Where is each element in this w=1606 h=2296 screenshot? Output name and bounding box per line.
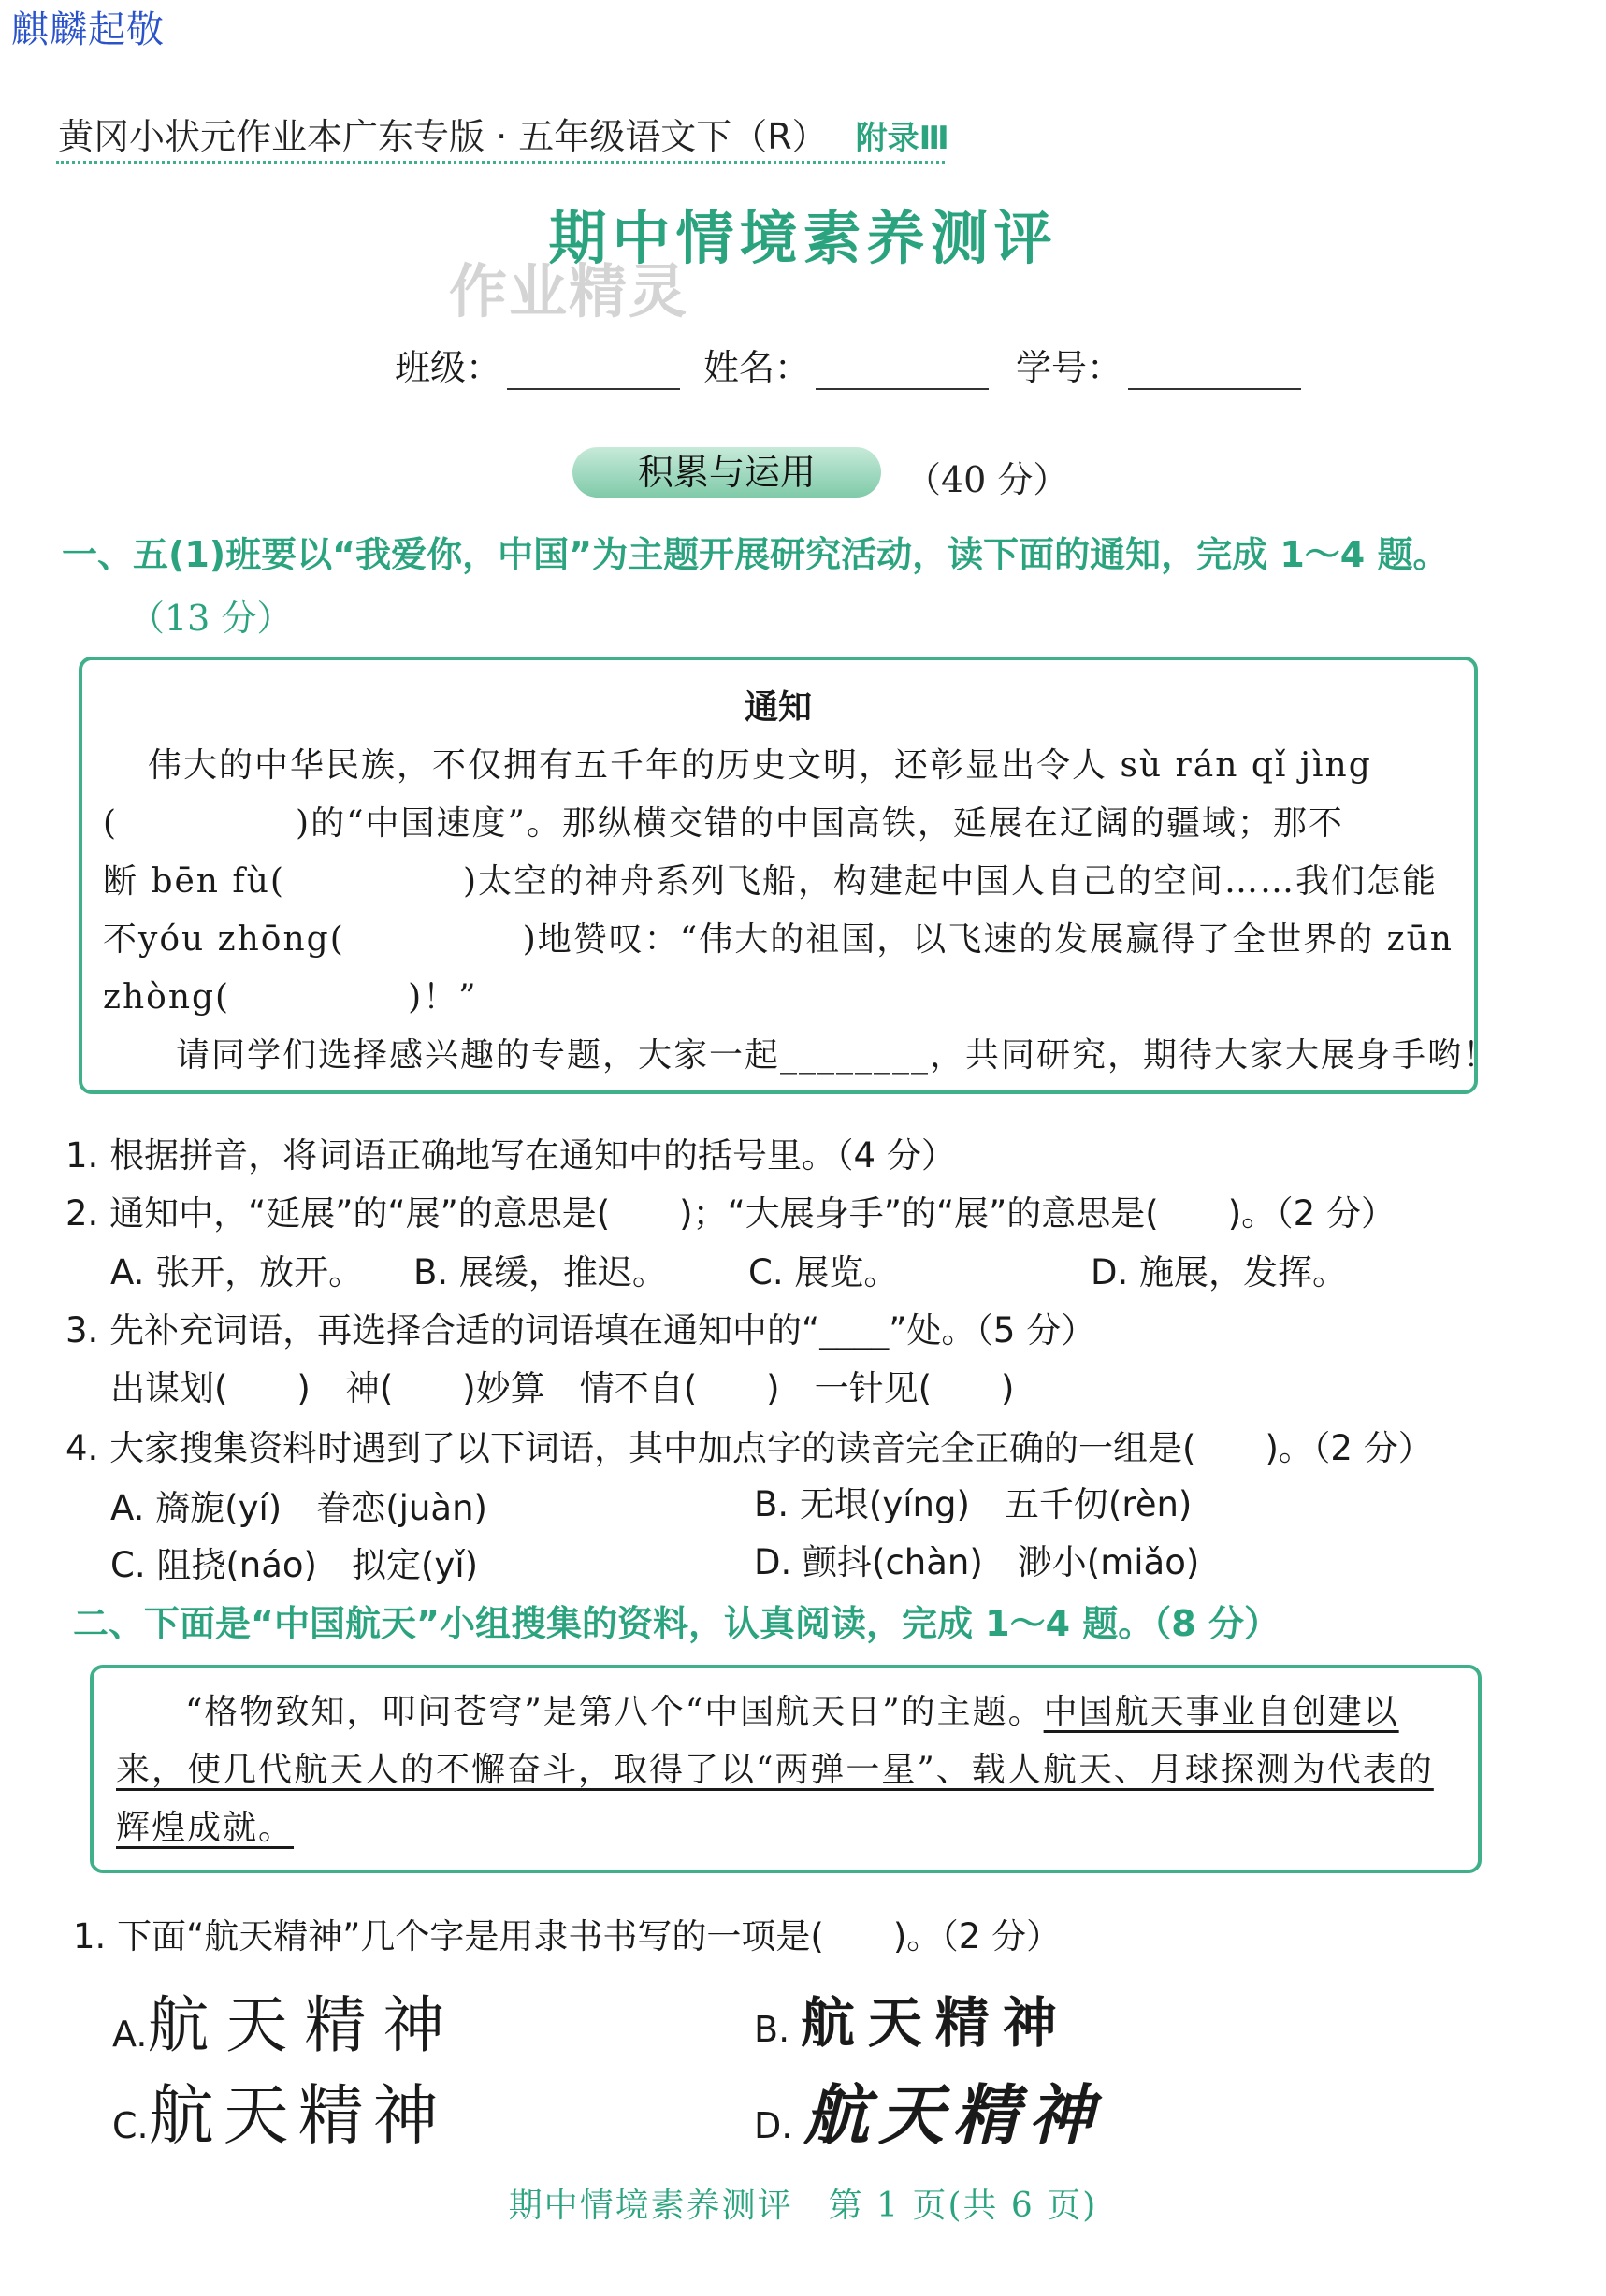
class-blank[interactable] (507, 358, 680, 390)
calligraphy-option-d[interactable] (754, 2063, 1103, 2158)
notice-line-5: zhòng( )！” (103, 978, 478, 1017)
q4-option-c[interactable]: C. 阻挠(náo) 拟定(yǐ) (110, 1545, 479, 1585)
watermark-text: 麒麟起敬 (11, 8, 165, 51)
header-divider (56, 161, 945, 164)
part2-heading: 二、下面是“中国航天”小组搜集的资料，认真阅读，完成 1～4 题。（8 分） (73, 1603, 1280, 1644)
q4-option-b[interactable]: B. 无垠(yíng) 五千仞(rèn) (754, 1484, 1193, 1524)
option-c-letter: C. (112, 2105, 149, 2146)
page-title: 期中情境素养测评 (548, 204, 1058, 272)
material-passage (116, 1683, 1454, 1857)
id-field[interactable] (1016, 339, 1301, 390)
book-title: 黄冈小状元作业本广东专版 · 五年级语文下（R） (58, 116, 828, 157)
notice-line-4: 不yóu zhōng( )地赞叹：“伟大的祖国，以飞速的发展赢得了全世界的 zūn (103, 920, 1454, 959)
material-passage-underlined: 中国航天事业自创建以来，使几代航天人的不懈奋斗，取得了以“两弹一星”、载人航天、月球探测为代表的辉煌成就。 (116, 1693, 1434, 1847)
notice-box (79, 657, 1499, 1094)
question-1-3: 3. 先补充词语，再选择合适的词语填在通知中的“____”处。（5 分） (65, 1310, 1096, 1350)
option-b-calligraphy: 航天精神 (800, 1991, 1070, 2055)
section-badge: 积累与运用 (572, 447, 881, 498)
question-1-2: 2. 通知中，“延展”的“展”的意思是( )；“大展身手”的“展”的意思是( )。（2 分） (65, 1193, 1396, 1234)
option-a-calligraphy: 航天精神 (147, 1989, 462, 2061)
notice-line-6: 请同学们选择感兴趣的专题，大家一起________，共同研究，期待大家大展身手哟！ (176, 1036, 1499, 1075)
calligraphy-option-b[interactable] (754, 1979, 1070, 2058)
question-1-1: 1. 根据拼音，将词语正确地写在通知中的括号里。（4 分） (65, 1135, 956, 1176)
id-blank[interactable] (1128, 358, 1301, 390)
page-footer: 期中情境素养测评 第 1 页(共 6 页) (508, 2187, 1098, 2225)
notice-line-1: 伟大的中华民族，不仅拥有五千年的历史文明，还彰显出令人 sù rán qǐ jìng (148, 746, 1372, 785)
material-passage-intro: “格物致知，叩问苍穹”是第八个“中国航天日”的主题。 (185, 1693, 1044, 1731)
question-2-1: 1. 下面“航天精神”几个字是用隶书书写的一项是( )。（2 分） (73, 1916, 1062, 1957)
name-label: 姓名： (703, 347, 811, 388)
q4-option-d[interactable]: D. 颤抖(chàn) 渺小(miǎo) (754, 1542, 1200, 1582)
class-label: 班级： (395, 347, 502, 388)
material-box (90, 1665, 1482, 1873)
name-field[interactable] (703, 339, 989, 390)
option-c-calligraphy: 航天精神 (148, 2077, 448, 2154)
appendix-label: 附录Ⅲ (855, 120, 949, 157)
part1-score: （13 分） (129, 598, 293, 639)
calligraphy-option-c[interactable] (112, 2063, 448, 2158)
section-score: （40 分） (905, 459, 1069, 500)
q2-option-d[interactable]: D. 施展，发挥。 (1091, 1252, 1348, 1292)
option-d-letter: D. (754, 2105, 793, 2146)
option-a-letter: A. (112, 2014, 148, 2055)
book-header (58, 108, 949, 159)
calligraphy-option-a[interactable] (112, 1975, 461, 2064)
q4-option-a[interactable]: A. 旖旎(yí) 眷恋(juàn) (110, 1488, 487, 1528)
id-label: 学号： (1016, 347, 1123, 388)
class-field[interactable] (395, 339, 680, 390)
q2-option-a[interactable]: A. 张开，放开。 (110, 1252, 364, 1292)
q2-option-b[interactable]: B. 展缓，推迟。 (413, 1252, 667, 1292)
q2-option-c[interactable]: C. 展览。 (748, 1252, 899, 1292)
notice-line-2: ( )的“中国速度”。那纵横交错的中国高铁，延展在辽阔的疆域；那不 (103, 804, 1344, 843)
option-d-calligraphy: 航天精神 (803, 2076, 1104, 2154)
notice-line-3: 断 bēn fù( )太空的神舟系列飞船，构建起中国人自己的空间……我们怎能 (103, 862, 1439, 901)
name-blank[interactable] (816, 358, 989, 390)
q3-word-blanks[interactable]: 出谋划( ) 神( )妙算 情不自( ) 一针见( ) (110, 1368, 1015, 1408)
part1-heading: 一、五(1)班要以“我爱你，中国”为主题开展研究活动，读下面的通知，完成 1～4 题。 (62, 534, 1449, 575)
notice-title: 通知 (744, 688, 812, 727)
watermark-logo-text: 作业精灵 (449, 257, 689, 325)
option-b-letter: B. (754, 2009, 790, 2050)
question-1-4: 4. 大家搜集资料时遇到了以下词语，其中加点字的读音完全正确的一组是( )。（2 分） (65, 1428, 1433, 1468)
